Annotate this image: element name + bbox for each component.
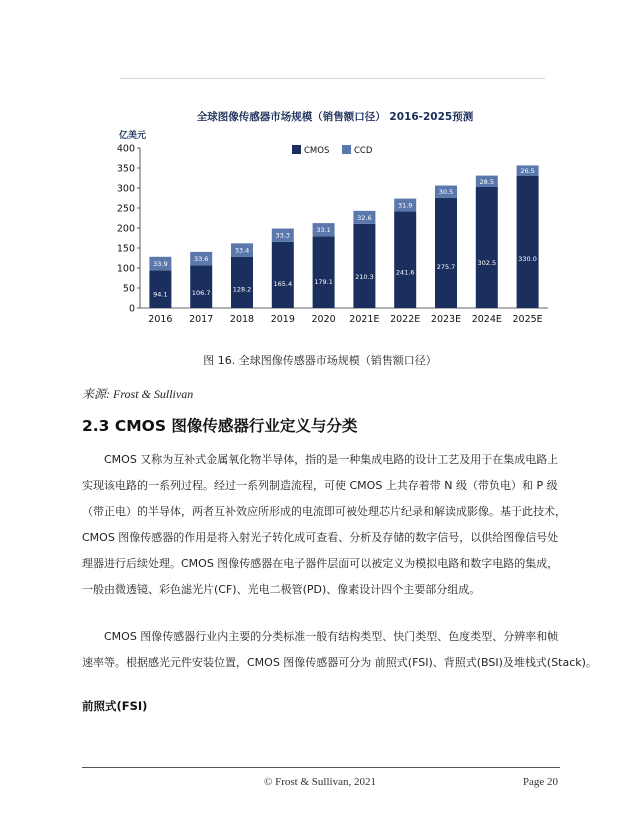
x-tick-label: 2016 <box>148 314 173 325</box>
chart-canvas <box>100 100 570 335</box>
source-name: Frost & Sullivan <box>113 387 194 401</box>
x-tick-label: 2017 <box>189 314 214 325</box>
x-tick-label: 2025E <box>512 314 543 325</box>
bar-cmos <box>435 198 457 308</box>
footer-copyright: © Frost & Sullivan, 2021 <box>264 776 376 788</box>
legend-label-cmos: CMOS <box>304 146 330 156</box>
paragraph-definition <box>82 447 566 603</box>
paragraph-line: 速率等。根据感光元件安装位置，CMOS 图像传感器可分为 前照式(FSI)、背照式(BSI)及堆栈式(Stack)。 <box>82 656 597 669</box>
data-label-cmos: 94.1 <box>153 290 168 299</box>
y-tick-label: 50 <box>122 283 135 295</box>
page-number: Page 20 <box>522 776 558 788</box>
subheading-fsi: 前照式(FSI) <box>82 699 148 713</box>
bar-cmos <box>353 224 375 308</box>
bar-cmos <box>231 257 253 308</box>
data-label-cmos: 179.1 <box>314 277 333 286</box>
chart-title: 全球图像传感器市场规模（销售额口径） 2016-2025预测 <box>196 111 474 123</box>
figure-caption: 图 16. 全球图像传感器市场规模（销售额口径） <box>203 354 437 367</box>
data-label-ccd: 28.5 <box>479 177 495 186</box>
y-tick-label: 300 <box>116 183 135 195</box>
y-tick-label: 350 <box>116 163 135 175</box>
x-tick-label: 2024E <box>471 314 502 325</box>
data-label-ccd: 33.3 <box>275 231 291 240</box>
data-label-ccd: 33.9 <box>153 260 168 269</box>
market-size-chart <box>100 100 570 335</box>
legend-label-ccd: CCD <box>354 146 373 156</box>
paragraph-line: （带正电）的半导体，两者互补效应所形成的电流即可被处理芯片纪录和解读成影像。基于此技术， <box>82 505 566 518</box>
y-axis-label: 亿美元 <box>119 131 147 141</box>
x-tick-label: 2020 <box>311 314 336 325</box>
x-tick-label: 2023E <box>430 314 462 325</box>
paragraph-line: 理器进行后续处理。CMOS 图像传感器在电子器件层面可以被定义为模拟电路和数字电路的集成， <box>82 557 559 570</box>
paragraph-line: CMOS 图像传感器的作用是将入射光子转化成可查看、分析及存储的数字信号，以供给图像信号处 <box>82 531 559 544</box>
paragraph-line: CMOS 图像传感器行业内主要的分类标准一般有结构类型、快门类型、色度类型、分辨率和帧 <box>82 630 559 643</box>
y-tick-label: 0 <box>128 303 135 315</box>
data-label-cmos: 128.2 <box>232 285 252 294</box>
data-label-ccd: 33.6 <box>193 255 209 264</box>
bar-cmos <box>476 187 498 308</box>
paragraph-line: 一般由微透镜、彩色滤光片(CF)、光电二极管(PD)、像素设计四个主要部分组成。 <box>82 583 481 596</box>
x-tick-label: 2019 <box>270 314 295 325</box>
data-label-cmos: 165.4 <box>273 279 293 288</box>
data-label-ccd: 33.1 <box>316 226 331 235</box>
legend-swatch-cmos <box>292 145 301 154</box>
bar-cmos <box>272 242 294 308</box>
data-label-ccd: 31.9 <box>397 201 413 210</box>
data-label-cmos: 210.3 <box>355 273 374 282</box>
section-heading: 2.3 CMOS 图像传感器行业定义与分类 <box>82 417 358 435</box>
y-tick-label: 200 <box>116 223 135 235</box>
x-tick-label: 2022E <box>390 314 421 325</box>
footer-divider <box>82 767 560 768</box>
bar-cmos <box>313 236 335 308</box>
data-label-cmos: 302.5 <box>477 259 497 268</box>
legend-swatch-ccd <box>342 145 351 154</box>
data-label-cmos: 106.7 <box>191 288 211 297</box>
data-label-cmos: 330.0 <box>518 254 537 263</box>
source-prefix: 来源: <box>82 387 113 401</box>
header-divider <box>120 78 545 79</box>
y-tick-label: 400 <box>116 143 135 155</box>
paragraph-line: CMOS 又称为互补式金属氧化物半导体，指的是一种集成电路的设计工艺及用于在集成电路上 <box>82 453 559 466</box>
paragraph-line: 实现该电路的一系列过程。经过一系列制造流程，可使 CMOS 上共存着带 N 级（带负电）和 P 级 <box>82 479 558 492</box>
data-label-ccd: 30.5 <box>438 188 454 197</box>
data-label-ccd: 33.4 <box>234 246 250 255</box>
x-tick-label: 2018 <box>229 314 255 325</box>
data-label-cmos: 275.7 <box>436 263 456 272</box>
y-tick-label: 150 <box>116 243 135 255</box>
source-line <box>82 385 193 402</box>
data-label-ccd: 26.5 <box>520 167 535 176</box>
paragraph-classification <box>82 624 597 676</box>
bar-cmos <box>190 265 212 308</box>
bar-cmos <box>517 176 539 308</box>
y-tick-label: 250 <box>116 203 135 215</box>
bar-cmos <box>394 211 416 308</box>
data-label-cmos: 241.6 <box>395 268 415 277</box>
data-label-ccd: 32.6 <box>357 213 372 222</box>
x-tick-label: 2021E <box>349 314 380 325</box>
bar-cmos <box>149 270 171 308</box>
y-tick-label: 100 <box>116 263 135 275</box>
